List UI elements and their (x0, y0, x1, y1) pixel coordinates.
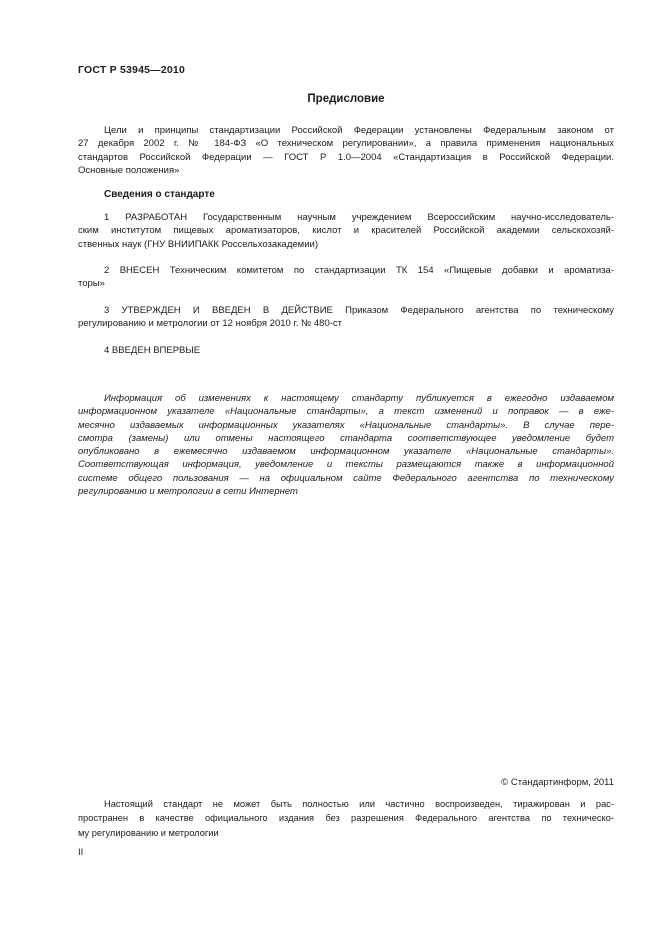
paragraph-line: регулированию и метрологии от 12 ноября 2010 г. № 480-ст (78, 318, 342, 330)
paragraph-line: Настоящий стандарт не может быть полностью или частично воспроизведен, тиражирован и рас- (104, 799, 614, 809)
paragraph-line: опубликовано в ежемесячно издаваемом информационном указателе «Национальные стандарты». (78, 446, 614, 458)
clause-developed (78, 211, 614, 251)
page-number: II (78, 847, 84, 858)
paragraph-line: 27 декабря 2002 г. № 184-ФЗ «О техническом регулировании», а правила применения национальных (78, 138, 614, 150)
clause-submitted (78, 264, 614, 291)
copyright-line: © Стандартинформ, 2011 (501, 777, 614, 788)
amendments-notice (78, 392, 614, 498)
paragraph-line: 2 ВНЕСЕН Техническим комитетом по стандартизации ТК 154 «Пищевые добавки и ароматиза- (104, 265, 614, 276)
reproduction-restriction (78, 797, 614, 840)
paragraph-line: пространен в качестве официального издания без разрешения Федерального агентства по техническо- (78, 813, 614, 824)
paragraph-line: Информация об изменениях к настоящему стандарту публикуется в ежегодно издаваемом (104, 393, 614, 404)
paragraph-line: смотра (замены) или отмены настоящего стандарта соответствующее уведомление будет (78, 432, 614, 444)
paragraph-line: системе общего пользования — на официальном сайте Федерального агентства по техническому (78, 472, 614, 484)
paragraph-line: Соответствующая информация, уведомление и тексты размещаются также в информационной (78, 459, 614, 471)
clause-first-introduced (78, 344, 614, 357)
paragraph-line: 4 ВВЕДЕН ВПЕРВЫЕ (104, 345, 201, 356)
paragraph-line: Цели и принципы стандартизации Российской Федерации установлены Федеральным законом от (104, 125, 614, 136)
intro-paragraph (78, 124, 614, 177)
standard-info-heading: Сведения о стандарте (104, 189, 215, 200)
paragraph-line: информационном указателе «Национальные стандарты», а текст изменений и поправок — в еже- (78, 406, 614, 418)
paragraph-line: ским институтом пищевых ароматизаторов, кислот и красителей Российской академии сельскохозяй- (78, 225, 614, 237)
page-title: Предисловие (307, 93, 385, 105)
paragraph-line: месячно издаваемых информационных указателях «Национальные стандарты». В случае пере- (78, 419, 614, 431)
paragraph-line: регулированию и метрологии в сети Интернет (78, 486, 298, 498)
paragraph-line: Основные положения» (78, 164, 180, 176)
doc-number: ГОСТ Р 53945—2010 (78, 64, 186, 76)
paragraph-line: 1 РАЗРАБОТАН Государственным научным учреждением Всероссийским научно-исследователь- (104, 212, 614, 223)
clause-approved (78, 304, 614, 331)
paragraph-line: стандартов Российской Федерации — ГОСТ Р 1.0—2004 «Стандартизация в Российской Федерации. (78, 151, 614, 163)
paragraph-line: ственных наук (ГНУ ВНИИПАКК Россельхозакадемии) (78, 238, 318, 250)
paragraph-line: му регулированию и метрологии (78, 827, 219, 838)
paragraph-line: 3 УТВЕРЖДЕН И ВВЕДЕН В ДЕЙСТВИЕ Приказом Федерального агентства по техническому (104, 305, 614, 316)
paragraph-line: торы» (78, 278, 105, 290)
